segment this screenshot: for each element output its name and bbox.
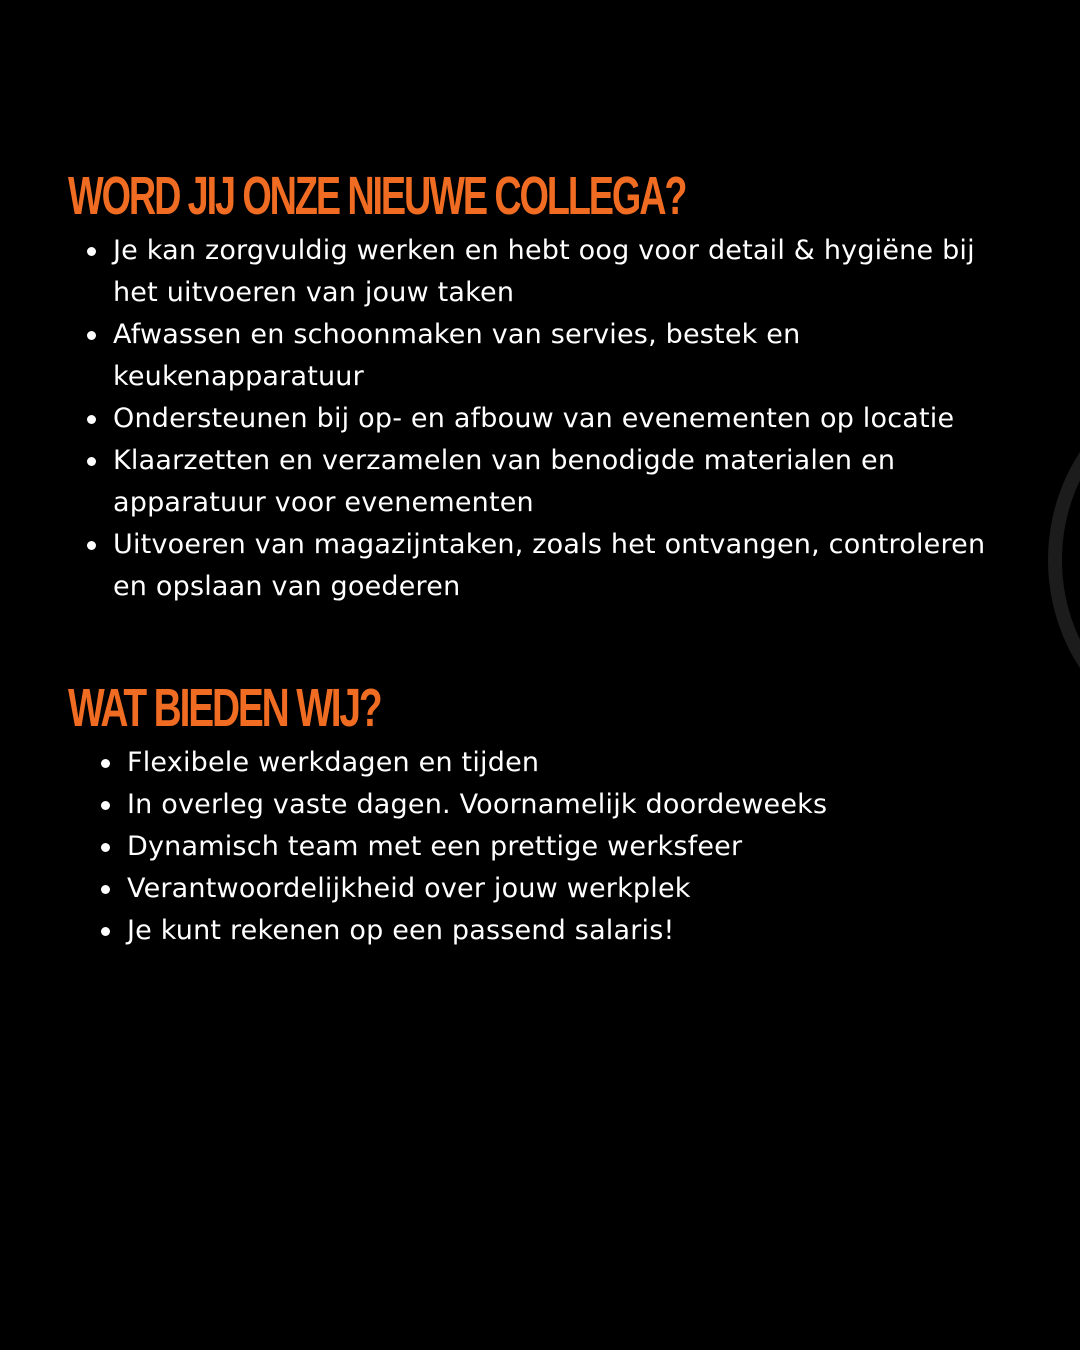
list-item: Ondersteunen bij op- en afbouw van evenementen op locatie <box>85 398 1005 440</box>
section-heading-new-colleague: WORD JIJ ONZE NIEUWE COLLEGA? <box>68 166 686 226</box>
list-item: Afwassen en schoonmaken van servies, bestek en keukenapparatuur <box>85 314 1005 398</box>
list-item: Flexibele werkdagen en tijden <box>99 742 999 784</box>
benefits-list <box>99 742 999 952</box>
list-item: Dynamisch team met een prettige werksfeer <box>99 826 999 868</box>
list-item: In overleg vaste dagen. Voornamelijk doordeweeks <box>99 784 999 826</box>
list-item: Je kunt rekenen op een passend salaris! <box>99 910 999 952</box>
list-item: Uitvoeren van magazijntaken, zoals het ontvangen, controleren en opslaan van goederen <box>85 524 1005 608</box>
section-heading-what-we-offer: WAT BIEDEN WIJ? <box>68 678 381 738</box>
responsibilities-list <box>85 230 1005 608</box>
list-item: Verantwoordelijkheid over jouw werkplek <box>99 868 999 910</box>
list-item: Klaarzetten en verzamelen van benodigde materialen en apparatuur voor evenementen <box>85 440 1005 524</box>
list-item: Je kan zorgvuldig werken en hebt oog voor detail & hygiëne bij het uitvoeren van jouw taken <box>85 230 1005 314</box>
decorative-arc <box>1048 370 1080 750</box>
